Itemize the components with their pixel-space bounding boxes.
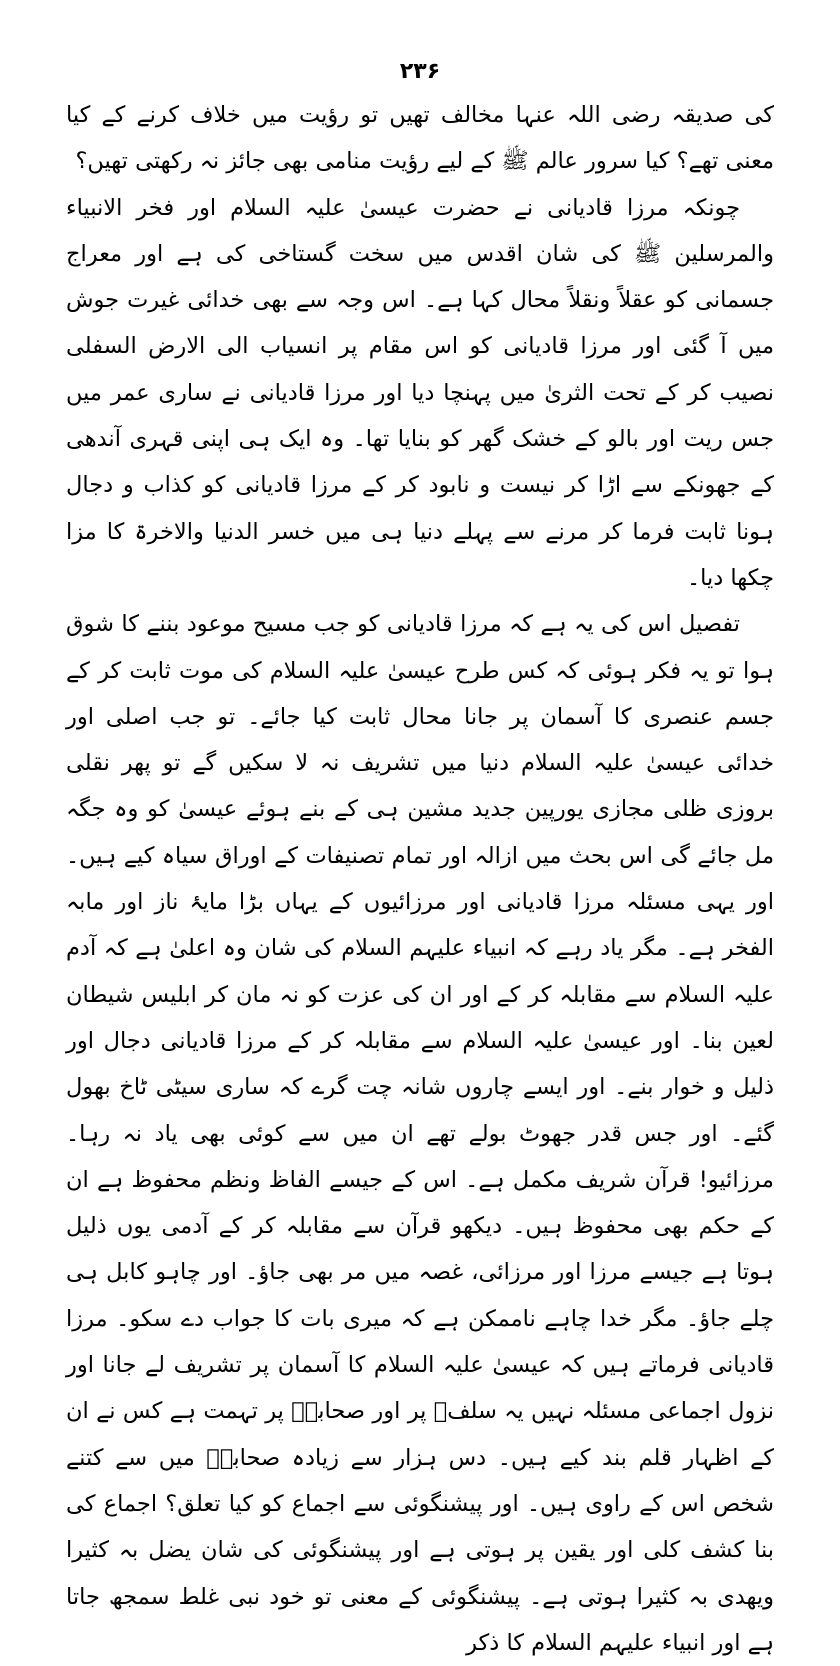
paragraph-1: کی صدیقہ رضی اللہ عنہا مخالف تھیں تو رؤیت میں خلاف کرنے کے کیا معنی تھے؟ کیا سرور عالم ﷺ کے لیے رؤیت منامی بھی جائز نہ رکھتی تھیں؟ (66, 102, 774, 175)
body-text (66, 92, 774, 1666)
paragraph-3: تفصیل اس کی یہ ہے کہ مرزا قادیانی کو جب مسیح موعود بننے کا شوق ہوا تو یہ فکر ہوئی کہ کس طرح عیسیٰ علیہ السلام کی موت ثابت کر کے جسم عنصری کا آسمان پر جانا محال ثابت کیا جائے۔ تو جب اصلی اور خدائی عیسیٰ علیہ السلام دنیا میں تشریف نہ لا سکیں گے تو پھر نقلی بروزی ظلی مجازی یورپین جدید مشین ہی کے بنے ہوئے عیسیٰ کو وہ جگہ مل جائے گی اس بحث میں ازالہ اور تمام تصنیفات کے اوراق سیاہ کیے ہیں۔ اور یہی مسئلہ مرزا قادیانی اور مرزائیوں کے یہاں بڑا مایۂ ناز اور مابہ الفخر ہے۔ مگر یاد رہے کہ انبیاء علیہم السلام کی شان وہ اعلیٰ ہے کہ آدم علیہ السلام سے مقابلہ کر کے اور ان کی عزت کو نہ مان کر ابلیس شیطان لعین بنا۔ اور عیسیٰ علیہ السلام سے مقابلہ کر کے مرزا قادیانی دجال اور ذلیل و خوار بنے۔ اور ایسے چاروں شانہ چت گرے کہ ساری سیٹی ٹاخ بھول گئے۔ اور جس قدر جھوٹ بولے تھے ان میں سے کوئی بھی یاد نہ رہا۔ مرزائیو! قرآن شریف مکمل ہے۔ اس کے جیسے الفاظ ونظم محفوظ ہے ان کے حکم بھی محفوظ ہیں۔ دیکھو قرآن سے مقابلہ کر کے آدمی یوں ذلیل ہوتا ہے جیسے مرزا اور مرزائی، غصہ میں مر بھی جاؤ۔ اور چاہو کابل ہی چلے جاؤ۔ مگر خدا چاہے ناممکن ہے کہ میری بات کا جواب دے سکو۔ مرزا قادیانی فرماتے ہیں کہ عیسیٰ علیہ السلام کا آسمان پر تشریف لے جانا اور نزول اجماعی مسئلہ نہیں یہ سلفؒ پر اور صحابہؓ پر تہمت ہے کس نے ان کے اظہار قلم بند کیے ہیں۔ دس ہزار سے زیادہ صحابہؓ میں سے کتنے شخص اس کے راوی ہیں۔ اور پیشنگوئی سے اجماع کو کیا تعلق؟ اجماع کی بنا کشف کلی اور یقین پر ہوتی ہے اور پیشنگوئی کی شان یضل بہ کثیرا ویھدی بہ کثیرا ہوتی ہے۔ پیشنگوئی کے معنی تو خود نبی غلط سمجھ جاتا ہے اور انبیاء علیہم السلام کا ذکر (66, 611, 774, 1656)
paragraph-2: چونکہ مرزا قادیانی نے حضرت عیسیٰ علیہ السلام اور فخر الانبیاء والمرسلین ﷺ کی شان اقدس میں سخت گستاخی کی ہے اور معراج جسمانی کو عقلاً ونقلاً محال کہا ہے۔ اس وجہ سے بھی خدائی غیرت جوش میں آ گئی اور مرزا قادیانی کو اس مقام پر انسیاب الی الارض السفلی نصیب کر کے تحت الثریٰ میں پہنچا دیا اور مرزا قادیانی نے ساری عمر میں جس ریت اور بالو کے خشک گھر کو بنایا تھا۔ وہ ایک ہی اپنی قہری آندھی کے جھونکے سے اڑا کر نیست و نابود کر کے مرزا قادیانی کو کذاب و دجال ہونا ثابت فرما کر مرنے سے پہلے دنیا ہی میں خسر الدنیا والاخرۃ کا مزا چکھا دیا۔ (66, 194, 774, 591)
page-number: ۲۳۶ (399, 59, 441, 84)
